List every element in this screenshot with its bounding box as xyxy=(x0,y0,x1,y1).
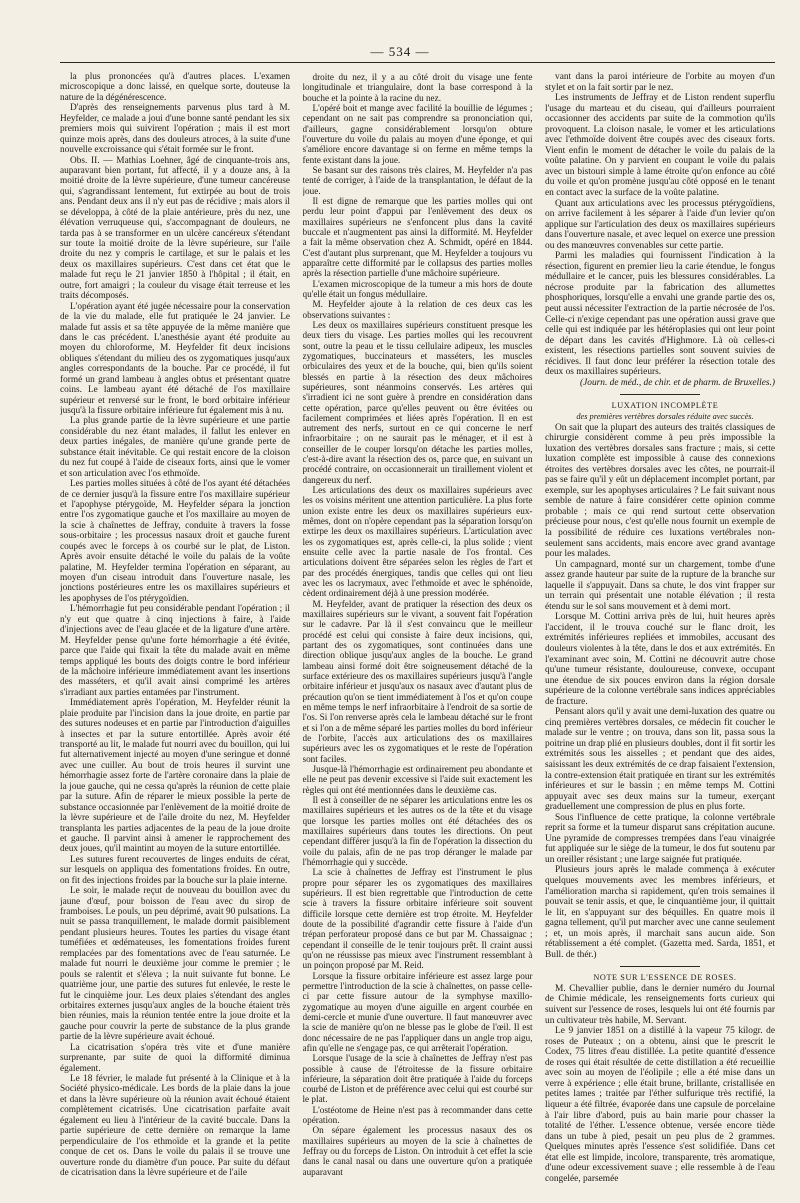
paragraph: Se basant sur des raisons très claires, M. Heyfelder n'a pas tenté de corriger, à l'aide de la transplantation, le défaut de la joue. xyxy=(302,164,533,196)
paragraph: L'ostéotome de Heine n'est pas à recommander dans cette opération. xyxy=(302,1104,533,1126)
paragraph: M. Heyfelder ajoute à la relation de ces deux cas les observations suivantes : xyxy=(302,299,533,320)
columns xyxy=(60,72,775,1197)
paragraph: la plus prononcées qu'à d'autres places. L'examen microscopique a donc laissé, en quelque sorte, douteuse la nature de la dégénérescence. xyxy=(60,72,290,103)
paragraph: Il est digne de remarque que les parties molles qui ont perdu leur point d'appui par l'enlèvement des deux os maxillaires supérieurs ne s'enfoncent plus dans la cavité buccale et n'augmentent pas ainsi la difformité. M. Heyfelder a fait la même observation chez A. Schmidt, opéré en 1844. C'est d'autant plus surprenant, que M. Heyfelder a toujours vu apparaître cette difformité par le collapsus des parties molles après la résection partielle d'une mâchoire supérieure. xyxy=(302,195,533,279)
paragraph: Il est à conseiller de ne séparer les articulations entre les os maxillaires supérieurs et les autres os de la tête et du visage que lorsque les parties molles ont été détachées des os maxillaires supérieurs dans toutes les directions. On peut cependant différer jusqu'à la fin de l'opération la dissection du voile du palais, afin de ne pas trop déranger le malade par l'hémorrhagie qui y succède. xyxy=(302,794,533,867)
paragraph: Obs. II. — Mathias Loehner, âgé de cinquante-trois ans, auparavant bien portant, fut affecté, il y a douze ans, à la moitié droite de la lèvre supérieure, d'une tumeur cancéreuse qui, s'agrandissant lentement, fut extirpée au bout de trois ans. Pendant deux ans il n'y eut pas de récidive ; mais alors il se développa, à côté de la plaie antérieure, près du nez, une élévation verruqueuse qui, s'accompagnant de douleurs, ne tarda pas à se transformer en un ulcère cancéreux s'étendant sur toute la moitié droite de la lèvre supérieure, sur l'aile droite du nez y compris le cartilage, et sur le palais et les deux os maxillaires supérieurs. C'est dans cet état que le malade fut reçu le 21 janvier 1850 à l'hôpital ; il était, en outre, fort amaigri ; la couleur du visage était terreuse et les traits décomposés. xyxy=(60,155,290,302)
paragraph: Parmi les maladies qui fournissent l'indication à la résection, figurent en premier lieu la carie étendue, le fongus médullaire et le cancer, puis les blessures considérables. La nécrose produite par la fabrication des allumettes phosphoriques, lorsqu'elle a envahi une grande partie des os, peut aussi nécessiter l'extraction de la partie nécrosée de l'os. Celle-ci n'exige cependant pas une opération aussi grave que celle qui est indiquée par les hétéroplasies qui ont leur point de départ dans les cavités d'Highmore. Là où celles-ci existent, les résections partielles sont souvent suivies de récidives. Il faut donc leur préférer la résection totale des deux os maxillaires supérieurs. xyxy=(545,251,775,378)
paragraph: L'hémorrhagie fut peu considérable pendant l'opération ; il n'y eut que quatre à cinq injections à faire, à l'aide d'injections avec de l'eau glacée et de la ligature d'une artère. M. Heyfelder pense qu'une forte hémorrhagie a été évitée, parce que l'aide qui fixait la tête du malade avait en même temps appliqué les bouts des doigts contre le bord inférieur de la mâchoire inférieure immédiatement avant les insertions des masséters, et qu'il avait ainsi comprimé les artères s'irradiant aux parties entamées par l'instrument. xyxy=(60,604,290,698)
source-citation: (Journ. de méd., de chir. et de pharm. de Bruxelles.) xyxy=(580,377,775,388)
paragraph: Quant aux articulations avec les processus ptérygoïdiens, on arrive facilement à les séparer à l'aide d'un levier qu'on applique sur l'articulation des deux os maxillaires supérieurs dans l'ouverture nasale, et avec lequel on exerce une pression ou des manœuvres convenables sur cette partie. xyxy=(545,198,775,251)
paragraph: M. Heyfelder, avant de pratiquer la résection des deux os maxillaires supérieurs sur le vivant, a souvent fait l'opération sur le cadavre. Par là il s'est convaincu que le meilleur procédé est celui qui consiste à faire deux incisions, qui, partant des os zygomatiques, sont continuées dans une direction oblique jusqu'aux angles de la bouche. Le grand lambeau ainsi formé doit être soigneusement détaché de la surface extérieure des os maxillaires supérieurs jusqu'à l'angle orbitaire inférieur et jusqu'aux os nasaux avec d'autant plus de précaution qu'on se tient immédiatement à l'os et qu'on coupe en même temps le nerf infraorbitaire à l'endroit de sa sortie de l'os. Si l'on renverse après cela le lambeau détaché sur le front et si l'on a de même séparé les parties molles du bord inférieur de l'orbite, l'accès aux articulations des os maxillaires supérieurs avec les os zygomatiques et le reste de l'opération sont faciles. xyxy=(302,598,533,764)
paragraph: Jusque-là l'hémorrhagie est ordinairement peu abondante et elle ne peut pas devenir excessive si l'aide suit exactement les règles qui ont été mentionnées dans le deuxième cas. xyxy=(302,763,533,795)
paragraph: L'opération ayant été jugée nécessaire pour la conservation de la vie du malade, elle fut pratiquée le 24 janvier. Le malade fut assis et sa tête appuyée de la même manière que dans le cas précédent. L'anesthésie ayant été produite au moyen du chloroforme, M. Heyfelder fit deux incisions obliques s'étendant du milieu des os zygomatiques jusqu'aux angles correspondants de la bouche. Par ce procédé, il fut formé un grand lambeau à angles obtus et présentant quatre coins. Le lambeau ayant été détaché de l'os maxillaire supérieur et renversé sur le front, le bord orbitaire inférieur jusqu'à la fissure orbitaire inférieure fut également mis à nu. xyxy=(60,301,290,416)
paragraph: Les parties molles situées à côté de l'os ayant été détachées de ce dernier jusqu'à la fissure entre l'os maxillaire supérieur et l'apophyse ptérygoïde, M. Heyfelder sépara la jonction entre l'os zygomatique gauche et l'os maxillaire au moyen de la scie à chaînettes de Jeffray, conduite à travers la fosse sous-orbitaire ; les processus nasaux droit et gauche furent coupés avec le forceps à os courbé sur le plat, de Liston. Après avoir ensuite détaché le voile du palais de la voûte palatine, M. Heyfelder termina l'opération en séparant, au moyen d'un ciseau introduit dans l'ouverture nasale, les jonctions postérieures entre les os maxillaires supérieurs et les apophyses de l'os ptérygoïdien. xyxy=(60,479,290,604)
paragraph: vant dans la paroi intérieure de l'orbite au moyen d'un stylet et on la fait sortir par le nez. xyxy=(545,72,775,93)
article-body-luxation xyxy=(545,423,775,961)
article-subtitle-luxation: des premières vertèbres dorsales réduite avec succès. xyxy=(576,411,754,421)
article-title-luxation: LUXATION INCOMPLÈTE xyxy=(611,401,719,411)
column-1 xyxy=(60,72,290,1197)
paragraph: On sépare également les processus nasaux des os maxillaires supérieurs au moyen de la scie à chaînettes de Jeffray ou du forceps de Liston. On introduit à cet effet la scie dans le canal nasal ou dans une ouverture qu'on a pratiquée auparavant xyxy=(302,1125,533,1177)
paragraph: D'après des renseignements parvenus plus tard à M. Heyfelder, ce malade a joui d'une bonne santé pendant les six premiers mois qui suivirent l'opération ; mais il est mort quinze mois après, dans des douleurs atroces, à la suite d'une nouvelle excroissance qui s'était formée sur le front. xyxy=(60,103,290,156)
article-title-roses: NOTE SUR L'ESSENCE DE ROSES. xyxy=(593,973,737,983)
paragraph: Un campagnard, monté sur un chargement, tombe d'une assez grande hauteur par suite de la rupture de la branche sur laquelle il s'appuyait. Dans sa chute, le dos vint frapper sur un terrain qui présentait une notable élévation ; il resta étendu sur le sol sans mouvement et à demi mort. xyxy=(545,559,775,612)
paragraph: Les deux os maxillaires supérieurs constituent presque les deux tiers du visage. Les parties molles qui les recouvrent sont, outre la peau et le tissu cellulaire adipeux, les muscles zygomatiques, buccinateurs et masséters, les muscles orbiculaires des yeux et de la bouche, qui, bien qu'ils soient blessés en partie à la résection des deux mâchoires supérieures, sont néanmoins conservés. Les artères qui s'irradient ici ne sont guère à prendre en considération dans cette opération, parce qu'elles peuvent ou être évitées ou facilement comprimées et liées après l'opération. Il en est autrement des nerfs, surtout en ce qui concerne le nerf infraorbitaire ; on ne saurait pas le ménager, et il est à conseiller de le couper lorsqu'on détache les parties molles, c'est-à-dire avant la résection des os, parce que, en suivant un procédé contraire, on occasionnerait un tiraillement violent et dangereux du nerf. xyxy=(302,319,533,485)
paragraph: M. Chevallier publie, dans le dernier numéro du Journal de Chimie médicale, les renseignements forts curieux qui suivent sur l'essence de roses, lesquels lui ont été fournis par un cultivateur très habile, M. Servant. xyxy=(545,983,775,1026)
paragraph: Les articulations des deux os maxillaires supérieurs avec les os voisins méritent une attention particulière. La plus forte union existe entre les deux os maxillaires supérieurs eux-mêmes, dont on n'opère cependant pas la séparation lorsqu'on extirpe les deux os maxillaires supérieurs. L'articulation avec les os zygomatiques est, après celle-ci, la plus solide ; vient ensuite celle avec la partie nasale de l'os frontal. Ces articulations doivent être séparées selon les règles de l'art et par des procédés énergiques, tandis que celles qui ont lieu avec les os lacrymaux, avec l'ethmoïde et avec le sphénoïde, cèdent ordinairement déjà à une pression modérée. xyxy=(302,485,533,599)
column-3 xyxy=(545,72,775,1197)
paragraph: Les sutures furent recouvertes de linges enduits de cérat, sur lesquels on appliqua des fomentations froides. En outre, on fit des injections froides par la bouche sur la plaie interne. xyxy=(60,854,290,886)
column-2 xyxy=(303,72,533,1197)
column-3-main-text xyxy=(545,72,775,378)
paragraph: Les instruments de Jeffray et de Liston rendent superflu l'usage du marteau et du ciseau, qui d'ailleurs pourraient occasionner des accidents par suite de la commotion qu'ils provoquent. La cloison nasale, le vomer et les articulations avec l'ethmoïde doivent être coupés avec des ciseaux forts. Vient enfin le moment de détacher le voile du palais de la voûte palatine. On y parvient en coupant le voile du palais avec un bistouri simple à lame étroite qu'on enfonce au côté du voile et qu'on promène jusqu'au côté opposé en le tenant en contact avec la surface de la voûte palatine. xyxy=(545,93,775,199)
paragraph: Immédiatement après l'opération, M. Heyfelder réunit la plaie produite par l'incision dans la joue droite, en partie par des sutures nodeuses et en partie par l'introduction d'aiguilles à insectes et par la suture entortillée. Après avoir été transporté au lit, le malade fut nourri avec du bouillon, qui lui fut alternativement injecté au moyen d'une seringue et donné avec une cuiller. Au bout de trois heures il survint une hémorrhagie assez forte de l'artère coronaire dans la plaie de la joue gauche, qui ne cessa qu'après la réunion de cette plaie par la suture. Afin de réparer le mieux possible la perte de substance occasionnée par l'enlèvement de la moitié droite de la lèvre supérieure et de l'aile droite du nez, M. Heyfelder transplanta les parties adjacentes de la peau de la joue droite et gauche. Il parvint ainsi à amener le rapprochement des deux joues, qu'il maintint au moyen de la suture entortillée. xyxy=(60,698,290,855)
paragraph: Pensant alors qu'il y avait une demi-luxation des quatre ou cinq premières vertèbres dorsales, ce médecin fit coucher le malade sur le ventre ; on trouva, dans son lit, passa sous la poitrine un drap plié en plusieurs doubles, dont il fit sortir les extrémités sous les aisselles ; et pendant que des aides, saisissant les deux extrémités de ce drap faisaient l'extension, la contre-extension était pratiquée en tirant sur les extrémités inférieures et sur le bassin ; en même temps M. Cottini appuyait avec ses deux mains sur la tumeur, exerçant graduellement une compression de plus en plus forte. xyxy=(545,707,775,813)
paragraph: Sous l'influence de cette pratique, la colonne vertébrale reprit sa forme et la tumeur disparut sans crépitation aucune. Une pyramide de compresses trempées dans l'eau vinaigrée fut appliquée sur le siège de la tumeur, le dos fut soutenu par un oreiller résistant ; une large saignée fut pratiquée. xyxy=(545,812,775,865)
paragraph: Le soir, le malade reçut de nouveau du bouillon avec du jaune d'œuf, pour boisson de l'eau avec du sirop de framboises. Le pouls, un peu déprimé, avait 90 pulsations. La nuit se passa tranquillement, le malade dormit paisiblement pendant plusieurs heures. Toutes les parties du visage étant tuméfiées et œdémateuses, les fomentations froides furent remplacées par des fomentations avec de l'eau saturnée. Le malade fut nourri le deuxième jour comme le premier ; le pouls se ralentit et s'éleva ; la nuit suivante fut bonne. Le quatrième jour, une partie des sutures fut enlevée, le reste le fut le cinquième jour. Les deux plaies s'étendant des angles orbitaires externes jusqu'aux angles de la bouche étaient très bien réunies, mais la réunion tentée entre la joue droite et la gauche pour couvrir la perte de substance de la plus grande partie de la lèvre supérieure avait échoué. xyxy=(60,886,290,1043)
paragraph: La cicatrisation s'opéra très vite et d'une manière surprenante, par suite de quoi la difformité diminua également. xyxy=(60,1042,290,1074)
page-number: — 534 — xyxy=(370,44,430,59)
paragraph: Lorsque M. Cottini arriva près de lui, huit heures après l'accident, il le trouva couché sur le flanc droit, les extrémités inférieures repliées et immobiles, accusant des douleurs violentes à la tête, dans le dos et aux extrémités. En l'examinant avec soin, M. Cottini ne découvrit autre chose qu'une tumeur résistante, douloureuse, convexe, occupant une étendue de six pouces environ dans la région dorsale supérieure de la colonne vertébrale sans indices appréciables de fracture. xyxy=(545,612,775,707)
paragraph: Lorsque l'usage de la scie à chaînettes de Jeffray n'est pas possible à cause de l'étroitesse de la fissure orbitaire inférieure, la séparation doit être pratiquée à l'aide du forceps courbé de Liston et de préférence avec celui qui est courbé sur le plat. xyxy=(302,1053,533,1105)
paragraph: On sait que la plupart des auteurs des traités classiques de chirurgie considèrent comme à peu près impossible la luxation des vertèbres dorsales sans fracture ; mais, si cette luxation complète est impossible à cause des connexions étroites des vertèbres dorsales avec les côtes, ne pourrait-il pas se faire qu'il y eût un déplacement incomplet portant, par exemple, sur les apophyses articulaires ? Le fait suivant nous semble de nature à faire considérer cette opinion comme probable ; mais ce qui rend surtout cette observation précieuse pour nous, c'est qu'elle nous fournit un exemple de la possibilité de réduire ces luxations vertébrales non-seulement sans accidents, mais encore avec grand avantage pour les malades. xyxy=(545,422,775,560)
paragraph: La plus grande partie de la lèvre supérieure et une partie considérable du nez étant malades, il fallut les enlever en deux parties inégales, de manière qu'une grande perte de substance était inévitable. Ce qui restait encore de la cloison du nez fut coupé à l'aide de ciseaux forts, ainsi que le vomer et son articulation avec l'os ethmoïde. xyxy=(60,416,290,479)
paragraph: Le 18 février, le malade fut présenté à la Clinique et à la Société physico-médicale. Les bords de la plaie dans la joue et dans la lèvre supérieure où la réunion avait échoué étaient complètement cicatrisés. Une cicatrisation parfaite avait également eu lieu à l'intérieur de la cavité buccale. Dans la partie supérieure de cette dernière on remarque la lame perpendiculaire de l'os ethmoïde et la grande et la petite conque de cet os. Dans le voile du palais il se trouve une ouverture ronde du diamètre d'un pouce. Par suite du défaut de cicatrisation dans la lèvre supérieure et de l'aile xyxy=(60,1074,290,1178)
paragraph: L'opéré boit et mange avec facilité la bouillie de légumes ; cependant on ne sait pas comprendre sa prononciation qui, d'ailleurs, gagne considérablement lorsqu'on obture l'ouverture du voile du palais au moyen d'une éponge, et qui s'améliore encore davantage si on ferme en même temps la fente existant dans la joue. xyxy=(302,102,533,165)
article-body-roses xyxy=(545,984,775,1184)
paragraph: Le 9 janvier 1851 on a distillé à la vapeur 75 kilogr. de roses de Puteaux ; on a obtenu, ainsi que le prescrit le Codex, 75 litres d'eau distillée. La petite quantité d'essence de roses qui était résultée de cette distillation a été recueillie avec soin au moyen de l'éolipile ; elle a été mise dans un verre à expérience ; elle était brune, brillante, cristallisée en petites lames ; traitée par l'éther sulfurique très rectifié, la liqueur a été filtrée, évaporée dans une capsule de porcelaine à l'air libre d'abord, puis au bain marie pour chasser la totalité de l'éther. L'essence obtenue, versée encore tiède dans un tube à pied, pesait un peu plus de 2 grammes. Quelques minutes après l'essence s'est solidifiée. Dans cet état elle est limpide, incolore, transparente, très aromatique, d'une odeur excessivement suave ; elle ressemble à de l'eau congelée, parsemée xyxy=(545,1026,775,1184)
section-divider xyxy=(620,394,700,395)
paragraph: droite du nez, il y a au côté droit du visage une fente longitudinale et triangulaire, dont la base correspond à la bouche et la pointe à la racine du nez. xyxy=(302,72,533,103)
paragraph: La scie à chaînettes de Jeffray est l'instrument le plus propre pour séparer les os zygomatiques des maxillaires supérieurs. Il est bien regrettable que l'introduction de cette scie à travers la fissure orbitaire inférieure soit souvent difficile lorsque cette dernière est trop étroite. M. Heyfelder doute de la possibilité d'agrandir cette fissure à l'aide d'un trépan perforateur proposé dans ce but par M. Chassaignac ; cependant il conseille de le tenir toujours prêt. Il craint aussi qu'on ne réussisse pas mieux avec l'instrument ressemblant à un poinçon proposé par M. Reid. xyxy=(302,867,533,971)
paragraph: Plusieurs jours après le malade commença à exécuter quelques mouvements avec les membres inférieurs, et l'amélioration marcha si rapidement, qu'en trois semaines il pouvait se tenir assis, et que, le cinquantième jour, il quittait le lit, en s'appuyant sur des béquilles. En quatre mois il gagna tellement, qu'il put marcher avec une canne seulement ; et, un mois après, il marchait sans aucun aide. Son rétablissement a été complet. (Gazetta med. Sarda, 1851, et Bull. de thér.) xyxy=(545,865,775,960)
paragraph: Lorsque la fissure orbitaire inférieure est assez large pour permettre l'introduction de la scie à chaînettes, on passe celle-ci par cette fissure autour de la symphyse maxillo-zygomatique au moyen d'une aiguille en argent courbée en demi-cercle et munie d'une ouverture. Il faut manœuvrer avec la scie de manière qu'on ne blesse pas le globe de l'œil. Il est donc nécessaire de ne pas l'appliquer dans un angle trop aigu, afin qu'elle ne s'engage pas, ce qui arrêterait l'opération. xyxy=(302,970,533,1053)
section-divider xyxy=(620,966,700,967)
paragraph: L'examen microscopique de la tumeur a mis hors de doute qu'elle était un fongus médullaire. xyxy=(302,278,533,299)
header-rule xyxy=(60,62,775,63)
